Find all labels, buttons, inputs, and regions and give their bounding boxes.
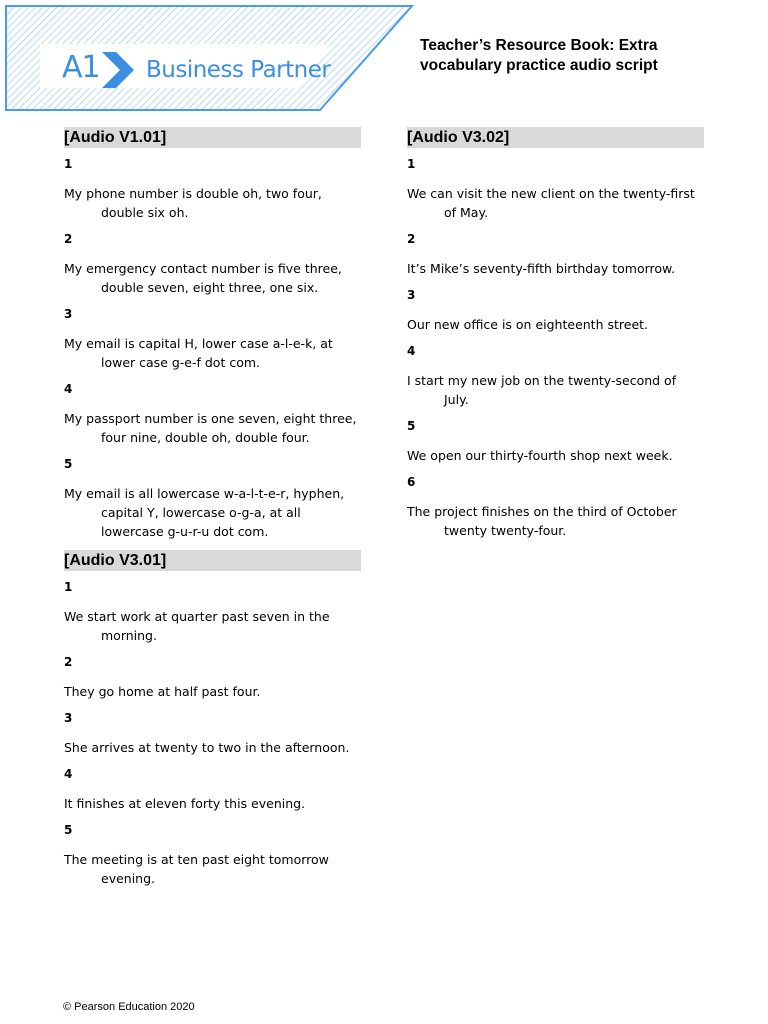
- item-text: I start my new job on the twenty-second of July.: [407, 373, 677, 407]
- script-item: [407, 156, 704, 222]
- audio-section: [64, 550, 361, 888]
- item-number: 1: [64, 580, 73, 594]
- item-number: 4: [64, 382, 73, 396]
- item-text: It finishes at eleven forty this evening.: [64, 796, 306, 811]
- item-number: 2: [407, 232, 416, 246]
- brand-logo-banner: [0, 0, 420, 116]
- script-item: [407, 231, 704, 278]
- item-number: 4: [64, 767, 73, 781]
- document-title-line-2: vocabulary practice audio script: [420, 57, 658, 74]
- section-heading: [Audio V3.01]: [64, 550, 361, 571]
- document-title-line-1: Teacher’s Resource Book: Extra: [420, 37, 658, 54]
- item-number: 5: [64, 823, 73, 837]
- script-item: [407, 287, 704, 334]
- script-item: [64, 579, 361, 645]
- item-text: It’s Mike’s seventy-fifth birthday tomorrow.: [407, 261, 676, 276]
- item-number: 3: [64, 307, 73, 321]
- item-text: The meeting is at ten past eight tomorrow evening.: [64, 852, 329, 886]
- audio-section: [64, 127, 361, 541]
- item-text: We open our thirty-fourth shop next week.: [407, 448, 673, 463]
- left-column: [64, 127, 361, 897]
- script-item: [64, 822, 361, 888]
- script-item: [407, 418, 704, 465]
- item-text: We can visit the new client on the twenty-first of May.: [407, 186, 695, 220]
- item-number: 5: [64, 457, 73, 471]
- script-item: [64, 766, 361, 813]
- item-text: My email is all lowercase w-a-l-t-e-r, hyphen, capital Y, lowercase o-g-a, at all lowercase g-u-r-u dot com.: [64, 486, 345, 539]
- item-number: 2: [64, 655, 73, 669]
- item-number: 1: [407, 157, 416, 171]
- item-text: My emergency contact number is five three, double seven, eight three, one six.: [64, 261, 342, 295]
- script-item: [64, 710, 361, 757]
- script-item: [407, 343, 704, 409]
- script-item: [64, 381, 361, 447]
- item-text: My email is capital H, lower case a-l-e-k, at lower case g-e-f dot com.: [64, 336, 333, 370]
- audio-section: [407, 127, 704, 540]
- copyright-footer: © Pearson Education 2020: [63, 1001, 195, 1013]
- script-item: [64, 306, 361, 372]
- logo-name: Business Partner: [146, 57, 331, 83]
- item-number: 3: [407, 288, 416, 302]
- item-text: We start work at quarter past seven in the morning.: [64, 609, 330, 643]
- item-number: 3: [64, 711, 73, 725]
- script-item: [64, 456, 361, 541]
- chevron-right-icon: [100, 50, 136, 90]
- section-heading: [Audio V1.01]: [64, 127, 361, 148]
- section-heading: [Audio V3.02]: [407, 127, 704, 148]
- item-text: The project finishes on the third of October twenty twenty-four.: [407, 504, 677, 538]
- item-number: 5: [407, 419, 416, 433]
- item-text: My phone number is double oh, two four, double six oh.: [64, 186, 322, 220]
- script-item: [64, 654, 361, 701]
- item-number: 6: [407, 475, 416, 489]
- item-number: 1: [64, 157, 73, 171]
- script-item: [64, 156, 361, 222]
- script-item: [407, 474, 704, 540]
- item-number: 2: [64, 232, 73, 246]
- right-column: [407, 127, 704, 549]
- item-text: My passport number is one seven, eight three, four nine, double oh, double four.: [64, 411, 357, 445]
- logo-level: A1: [62, 50, 100, 85]
- item-text: They go home at half past four.: [64, 684, 261, 699]
- item-text: She arrives at twenty to two in the afternoon.: [64, 740, 350, 755]
- document-title: [420, 36, 760, 76]
- item-text: Our new office is on eighteenth street.: [407, 317, 649, 332]
- script-item: [64, 231, 361, 297]
- item-number: 4: [407, 344, 416, 358]
